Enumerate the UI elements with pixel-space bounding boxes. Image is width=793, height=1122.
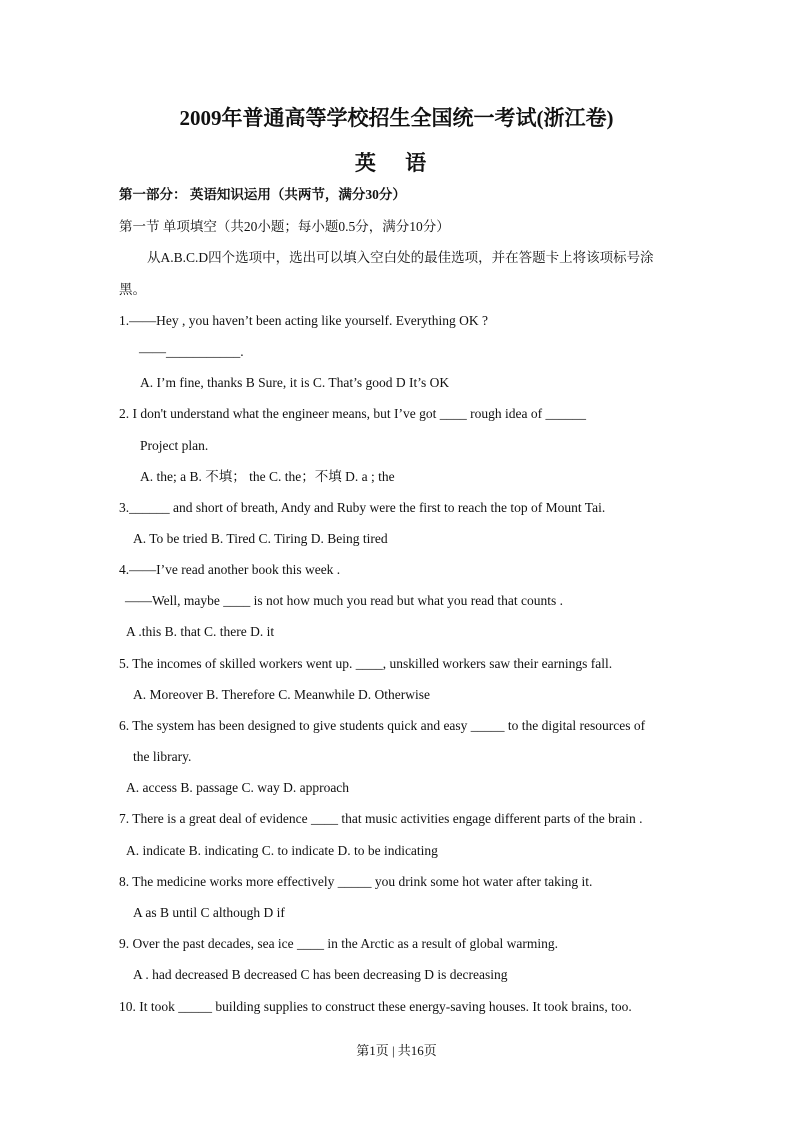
options-line: A . had decreased B decreased C has been decreasing D is decreasing [133, 967, 508, 982]
question-line: 3.______ and short of breath, Andy and Ruby were the first to reach the top of Mount Tai. [119, 500, 606, 515]
options-line: A. the; a B. 不填； the C. the；不填 D. a ; the [140, 469, 395, 484]
options-line: A. To be tried B. Tired C. Tiring D. Being tired [133, 531, 388, 546]
options-line: A as B until C although D if [133, 905, 285, 920]
question-line: 6. The system has been designed to give students quick and easy _____ to the digital resources of [119, 718, 646, 733]
question-line: 1.——Hey , you haven’t been acting like yourself. Everything OK ? [119, 313, 489, 328]
options-line: A .this B. that C. there D. it [126, 624, 275, 639]
options-line: A. Moreover B. Therefore C. Meanwhile D. Otherwise [133, 687, 431, 702]
question-line: ——___________. [139, 344, 244, 359]
question-line: 9. Over the past decades, sea ice ____ in the Arctic as a result of global warming. [119, 936, 558, 951]
question-line: ——Well, maybe ____ is not how much you read but what you read that counts . [125, 593, 563, 608]
options-line: A. indicate B. indicating C. to indicate D. to be indicating [126, 843, 438, 858]
question-line: the library. [133, 749, 192, 764]
instruction-line-2: 黑。 [119, 282, 146, 297]
part1-heading: 第一部分： 英语知识运用（共两节，满分30分） [119, 187, 406, 202]
page-footer: 第1页 | 共16页 [356, 1043, 437, 1058]
exam-title: 2009年普通高等学校招生全国统一考试(浙江卷) [179, 106, 614, 130]
question-line: Project plan. [140, 438, 209, 453]
question-line: 4.——I’ve read another book this week . [119, 562, 341, 577]
options-line: A. I’m fine, thanks B Sure, it is C. That’s good D It’s OK [140, 375, 450, 390]
question-line: 5. The incomes of skilled workers went up. ____, unskilled workers saw their earnings fall. [119, 656, 613, 671]
question-line: 8. The medicine works more effectively _____ you drink some hot water after taking it. [119, 874, 593, 889]
options-line: A. access B. passage C. way D. approach [126, 780, 350, 795]
question-line: 10. It took _____ building supplies to construct these energy-saving houses. It took brains, too. [119, 999, 632, 1014]
section1-heading: 第一节 单项填空（共20小题；每小题0.5分，满分10分） [119, 219, 450, 234]
question-line: 7. There is a great deal of evidence ____ that music activities engage different parts of the brain . [119, 811, 643, 826]
subject-heading: 英 语 [354, 151, 439, 175]
instruction-line-1: 从A.B.C.D四个选项中，选出可以填入空白处的最佳选项，并在答题卡上将该项标号涂 [147, 250, 654, 265]
question-line: 2. I don't understand what the engineer means, but I’ve got ____ rough idea of ______ [119, 406, 586, 421]
